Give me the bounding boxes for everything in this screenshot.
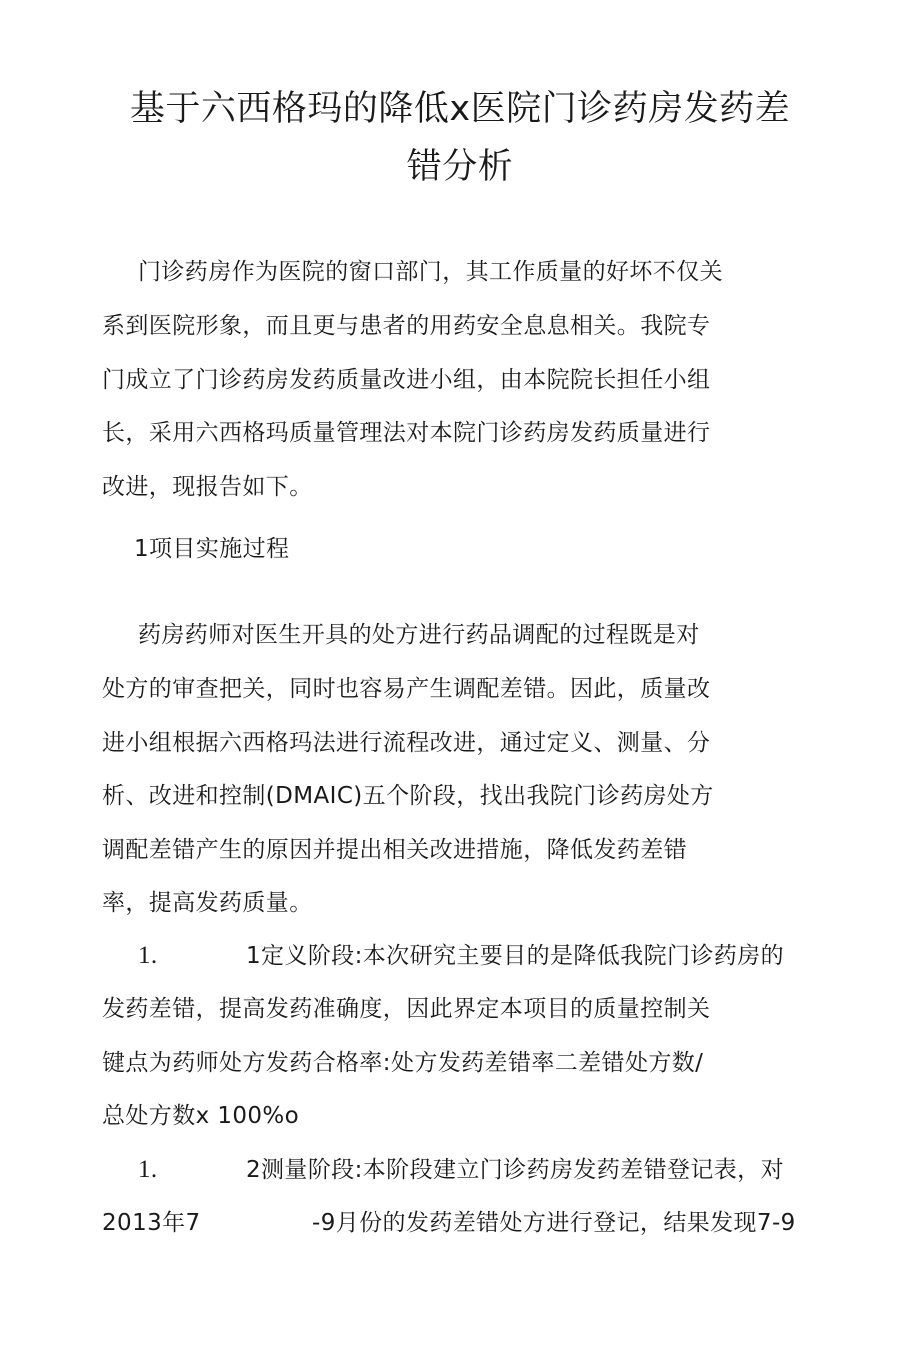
item-1-1-line-3: 键点为药师处方发药合格率:处方发药差错率二差错处方数/ [102, 1050, 704, 1076]
item-1-2-number: 1. [138, 1156, 158, 1183]
section-1-heading: 1项目实施过程 [134, 536, 290, 562]
paragraph-2-line-1: 药房药师对医生开具的处方进行药品调配的过程既是对 [138, 622, 700, 648]
paragraph-1-line-2: 系到医院形象，而且更与患者的用药安全息息相关。我院专 [102, 313, 711, 339]
paragraph-1-line-1: 门诊药房作为医院的窗口部门，其工作质量的好坏不仅关 [138, 259, 723, 285]
paragraph-2-line-3: 进小组根据六西格玛法进行流程改进，通过定义、测量、分 [102, 730, 711, 756]
document-title-line-1: 基于六西格玛的降低x医院门诊药房发药差 [129, 89, 791, 129]
item-1-1-line-2: 发药差错，提高发药准确度，因此界定本项目的质量控制关 [102, 996, 711, 1022]
item-1-2-line-1: 2测量阶段:本阶段建立门诊药房发药差错登记表，对 [246, 1157, 784, 1183]
paragraph-2-line-5: 调配差错产生的原因并提出相关改进措施，降低发药差错 [102, 837, 687, 863]
document-title-line-2: 错分析 [406, 147, 514, 187]
paragraph-2-line-6: 率，提高发药质量。 [102, 890, 313, 916]
item-1-1-line-4: 总处方数x 100%o [102, 1103, 300, 1129]
item-1-2-line-2-part-1: 2013年7 [102, 1210, 201, 1236]
paragraph-1-line-3: 门成立了门诊药房发药质量改进小组，由本院院长担任小组 [102, 367, 711, 393]
paragraph-1-line-4: 长，采用六西格玛质量管理法对本院门诊药房发药质量进行 [102, 420, 711, 446]
item-1-2-line-2-part-2: -9月份的发药差错处方进行登记，结果发现7-9 [312, 1210, 796, 1236]
paragraph-2-line-2: 处方的审查把关，同时也容易产生调配差错。因此，质量改 [102, 676, 711, 702]
paragraph-1-line-5: 改进，现报告如下。 [102, 474, 313, 500]
item-1-1-line-1: 1定义阶段:本次研究主要目的是降低我院门诊药房的 [246, 943, 784, 969]
item-1-1-number: 1. [138, 942, 158, 969]
paragraph-2-line-4: 析、改进和控制(DMAIC)五个阶段，找出我院门诊药房处方 [102, 783, 714, 809]
